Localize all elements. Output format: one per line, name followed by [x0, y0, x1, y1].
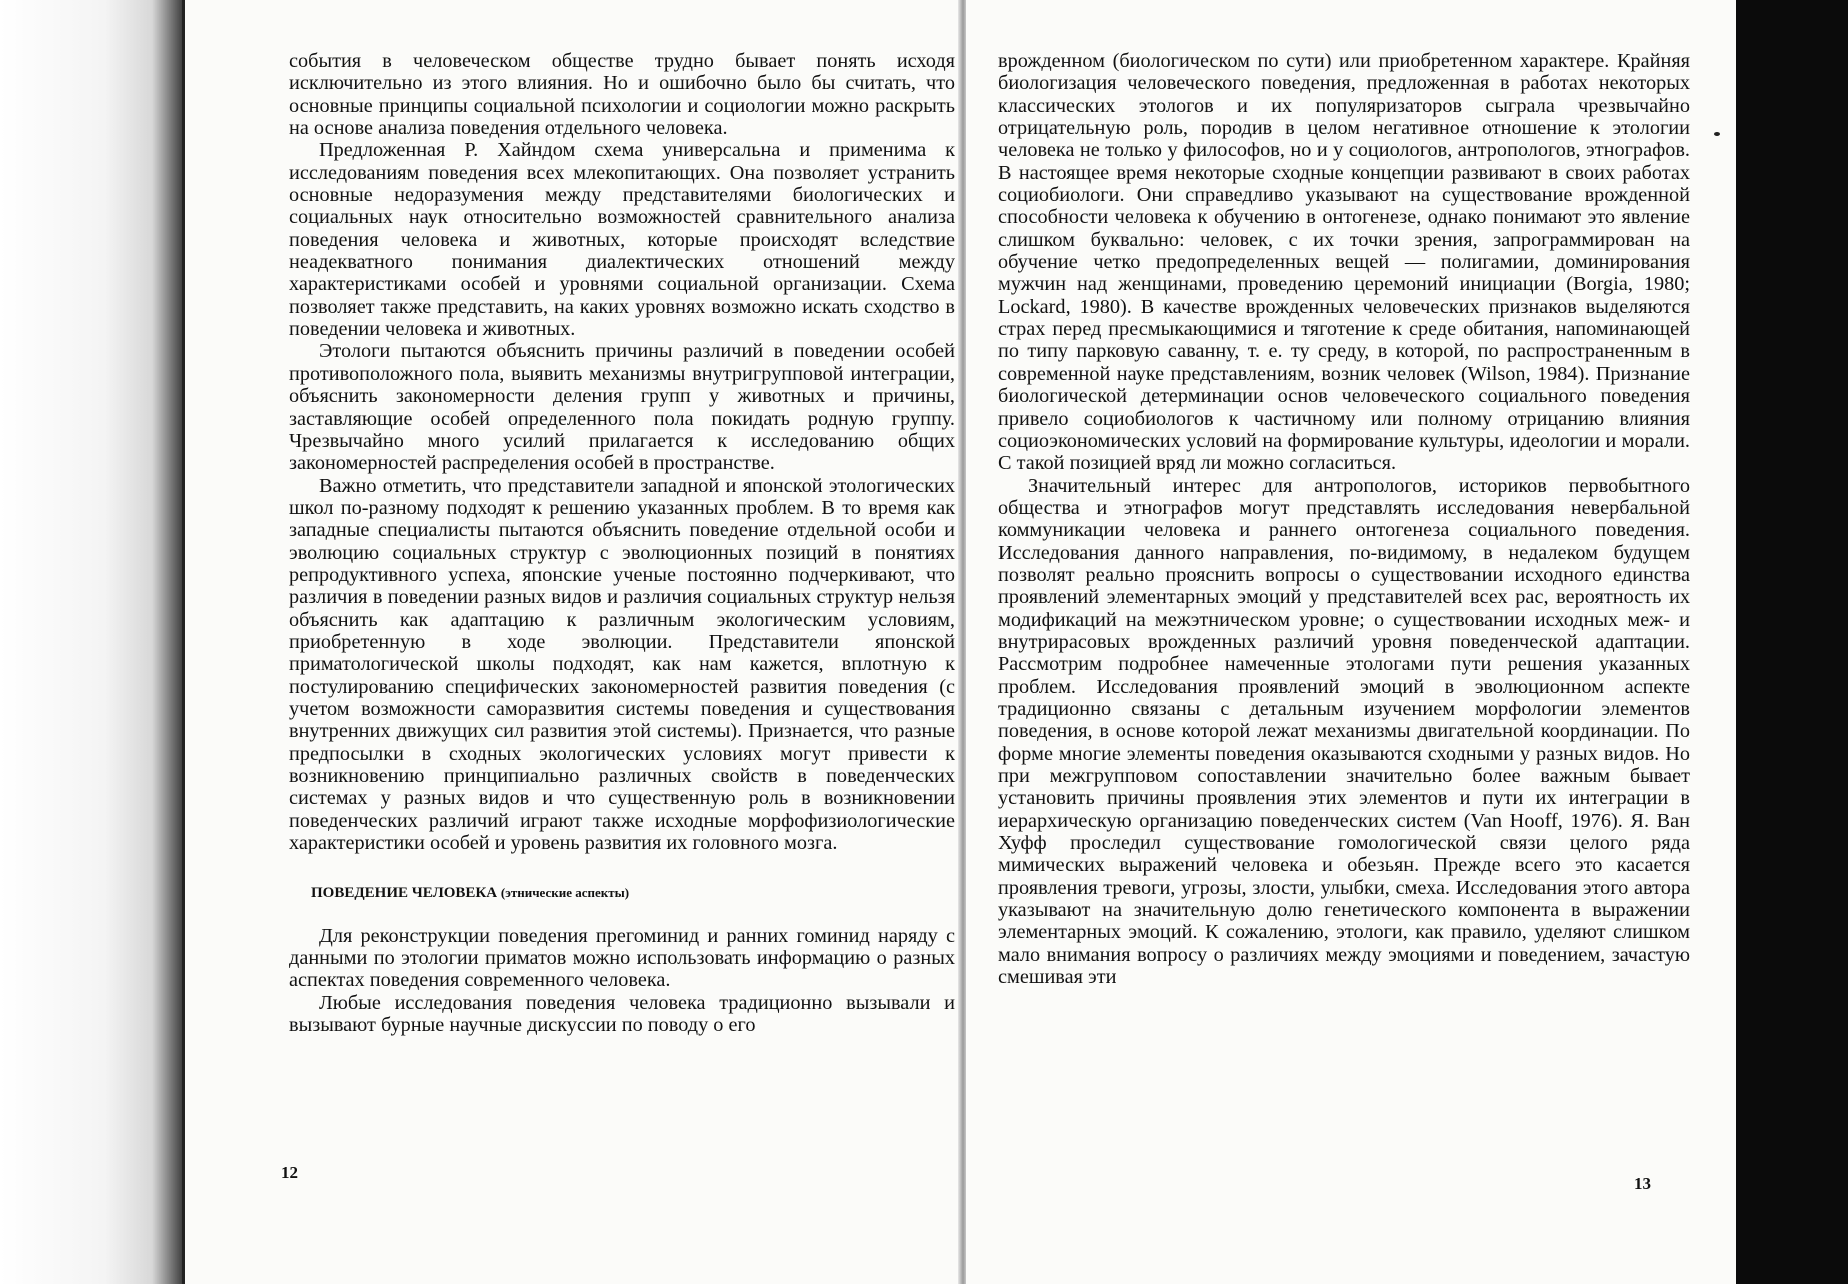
scan-speck — [1714, 132, 1720, 136]
left-paragraph-6: Любые исследования поведения человека традиционно вызывали и вызывают бурные научные дискуссии по поводу о его — [289, 991, 955, 1037]
section-heading — [311, 882, 955, 904]
left-page — [182, 0, 965, 1284]
section-heading-subtitle: (этнические аспекты) — [500, 885, 630, 901]
scan-edge-left — [0, 0, 190, 1284]
right-paragraph-1: врожденном (биологическом по сути) или приобретенном характере. Крайняя биологизация человеческого поведения, предложенная в работах некоторых классических этологов и их популяризаторов сыграла чрезвычайно отрицательную роль, породив в целом негативное отношение к этологии человека не только у философов, но и у социологов, антропологов, этнографов. В настоящее время некоторые сходные концепции развивают в своих работах социобиологи. Они справедливо указывают на существование врожденной способности человека к обучению в онтогенезе, однако понимают это явление слишком буквально: человек, с их точки зрения, запрограммирован на обучение четко предопределенных вещей — полигамии, доминирования мужчин над женщинами, проведению церемоний инициации (Borgia, 1980; Lockard, 1980). В качестве врожденных человеческих признаков выделяются страх перед пресмыкающимися и тяготение к среде обитания, напоминающей по типу парковую саванну, т. е. ту среду, в которой, по распространенным в современной науке представлениям, возник человек (Wilson, 1984). Признание биологической детерминации основ человеческого социального поведения привело социобиологов к частичному или полному отрицанию влияния социоэкономических условий на формирование культуры, идеологии и морали. С такой позицией вряд ли можно согласиться. — [998, 50, 1690, 475]
right-page — [966, 0, 1736, 1284]
left-paragraph-3: Этологи пытаются объяснить причины различий в поведении особей противоположного пола, выявить механизмы внутригрупповой интеграции, объяснить закономерности деления групп у животных и причины, заставляющие особей определенного пола покидать родную группу. Чрезвычайно много усилий прилагается к исследованию общих закономерностей распределения особей в пространстве. — [289, 340, 955, 475]
left-paragraph-5: Для реконструкции поведения прегоминид и ранних гоминид наряду с данными по этологии приматов можно использовать информацию о разных аспектах поведения современного человека. — [289, 924, 955, 992]
left-page-text-column — [289, 50, 955, 1036]
right-page-text-column — [998, 50, 1690, 988]
left-page-number: 12 — [281, 1163, 298, 1182]
right-page-number: 13 — [1634, 1174, 1651, 1193]
section-heading-title: ПОВЕДЕНИЕ ЧЕЛОВЕКА — [311, 885, 498, 902]
left-paragraph-2: Предложенная Р. Хайндом схема универсальна и применима к исследованиям поведения всех млекопитающих. Она позволяет устранить основные недоразумения между представителями биологических и социальных наук относительно возможностей сравнительного анализа поведения человека и животных, которые происходят вследствие неадекватного понимания диалектических отношений между характеристиками особей и уровнями социальной организации. Схема позволяет также представить, на каких уровнях возможно искать сходство в поведении человека и животных. — [289, 139, 955, 341]
left-paragraph-4: Важно отметить, что представители западной и японской этологических школ по-разному подходят к решению указанных проблем. В то время как западные специалисты пытаются объяснить поведение отдельной особи и эволюцию социальных структур с эволюционных позиций в понятиях репродуктивного успеха, японские ученые постоянно подчеркивают, что различия в поведении разных видов и различия социальных структур нельзя объяснить как адаптацию к различным экологическим условиям, приобретенную в ходе эволюции. Представители японской приматологической школы подходят, как нам кажется, вплотную к постулированию специфических закономерностей развития поведения (с учетом возможности саморазвития системы поведения и существования внутренних движущих сил развития этой системы). Признается, что разные предпосылки в сходных экологических условиях могут привести к возникновению принципиально различных свойств в поведенческих системах у разных видов и что существенную роль в возникновении поведенческих различий играют также исходные морфофизиологические характеристики особей и уровень развития их головного мозга. — [289, 474, 955, 855]
scan-edge-right — [1736, 0, 1848, 1284]
right-paragraph-2: Значительный интерес для антропологов, историков первобытного общества и этнографов могут представлять исследования невербальной коммуникации человека и раннего онтогенеза социального поведения. Исследования данного направления, по-видимому, в недалеком будущем позволят реально прояснить вопросы о существовании исходного единства проявлений элементарных эмоций у представителей всех рас, вероятность их модификаций на межэтническом уровне; о существовании исходных меж- и внутрирасовых врожденных различий уровня поведенческой адаптации. Рассмотрим подробнее намеченные этологами пути решения указанных проблем. Исследования проявлений эмоций в эволюционном аспекте традиционно связаны с детальным изучением морфологии элементов поведения, в основе которой лежат механизмы двигательной координации. По форме многие элементы поведения оказываются сходными у разных видов. Но при межгрупповом сопоставлении значительно более важным бывает установить причины проявления этих элементов и пути их интеграции в иерархическую организацию поведенческих систем (Van Hooff, 1976). Я. Ван Хуфф проследил существование гомологической связи целого ряда мимических выражений человека и обезьян. Прежде всего это касается проявления тревоги, угрозы, злости, улыбки, смеха. Исследования этого автора указывают на значительную долю генетического компонента в выражении элементарных эмоций. К сожалению, этологи, как правило, уделяют слишком мало внимания вопросу о различиях между эмоциями и поведением, зачастую смешивая эти — [998, 474, 1690, 989]
left-paragraph-1: события в человеческом обществе трудно бывает понять исходя исключительно из этого влияния. Но и ошибочно было бы считать, что основные принципы социальной психологии и социологии можно раскрыть на основе анализа поведения отдельного человека. — [289, 50, 955, 140]
